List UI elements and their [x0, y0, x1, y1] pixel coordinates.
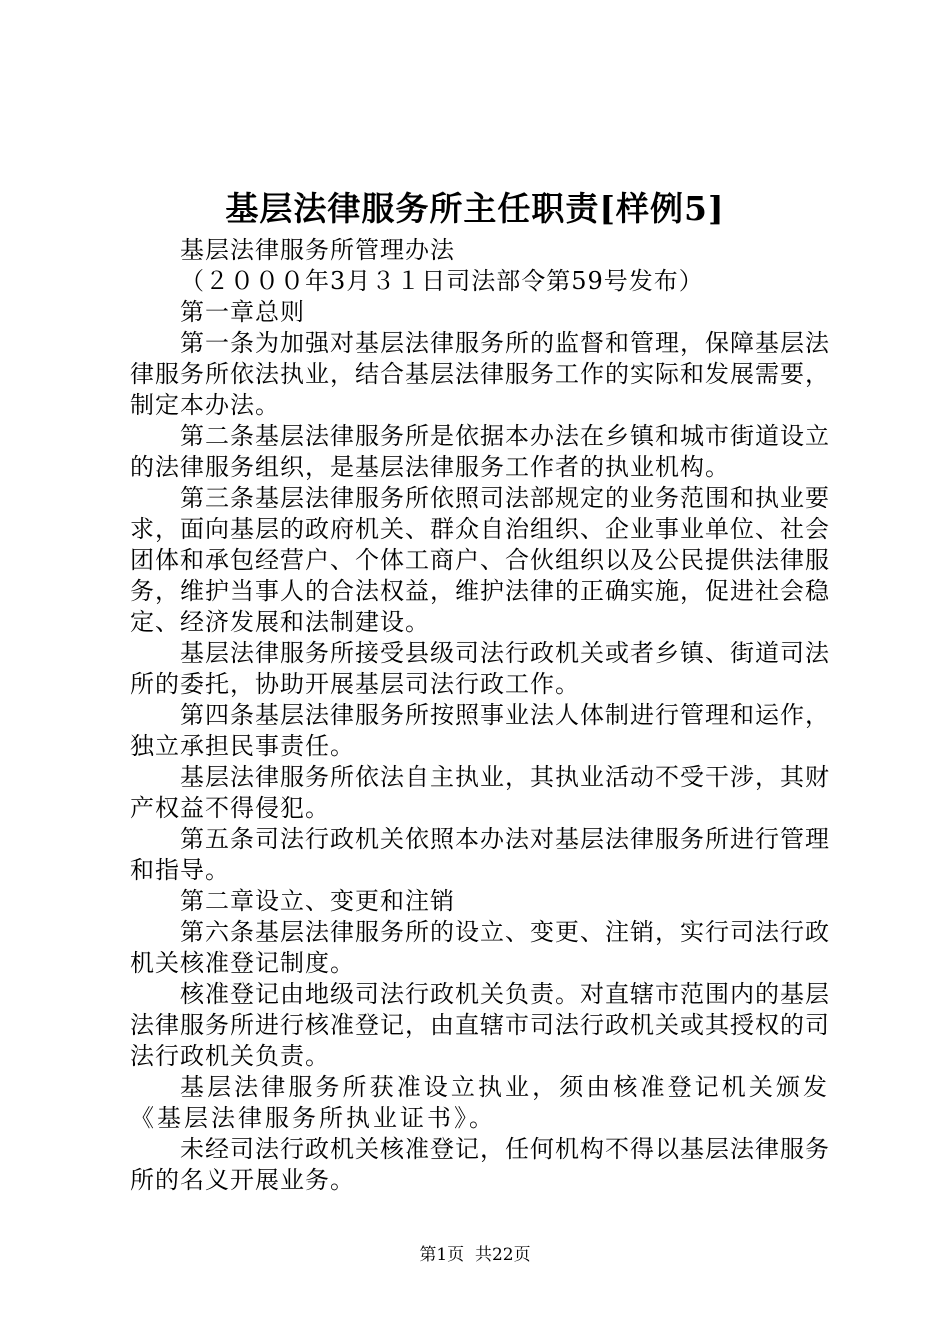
paragraph: 第一条为加强对基层法律服务所的监督和管理，保障基层法律服务所依法执业，结合基层法律服务工作的实际和发展需要，制定本办法。: [130, 329, 830, 419]
paragraph: 第一章总则: [180, 298, 305, 326]
document-title: 基层法律服务所主任职责[样例5]: [225, 189, 725, 228]
paragraph: 第四条基层法律服务所按照事业法人体制进行管理和运作，独立承担民事责任。: [130, 701, 830, 760]
paragraph: 基层法律服务所获准设立执业，须由核准登记机关颁发《基层法律服务所执业证书》。: [130, 1073, 830, 1132]
document-body: [130, 235, 830, 1196]
paragraph: 第二章设立、变更和注销: [180, 887, 455, 915]
paragraph: 基层法律服务所管理办法: [180, 236, 455, 264]
paragraph: 第五条司法行政机关依照本办法对基层法律服务所进行管理和指导。: [130, 825, 830, 884]
paragraph: （２０００年3月３１日司法部令第59号发布）: [180, 267, 704, 295]
paragraph: 核准登记由地级司法行政机关负责。对直辖市范围内的基层法律服务所进行核准登记，由直辖市司法行政机关或其授权的司法行政机关负责。: [130, 980, 830, 1070]
paragraph: 基层法律服务所接受县级司法行政机关或者乡镇、街道司法所的委托，协助开展基层司法行政工作。: [130, 639, 830, 698]
page-number: 第1页 共22页: [419, 1245, 531, 1265]
paragraph: 第三条基层法律服务所依照司法部规定的业务范围和执业要求，面向基层的政府机关、群众自治组织、企业事业单位、社会团体和承包经营户、个体工商户、合伙组织以及公民提供法律服务，维护当事人的合法权益，维护法律的正确实施，促进社会稳定、经济发展和法制建设。: [130, 484, 830, 636]
paragraph: 基层法律服务所依法自主执业，其执业活动不受干涉，其财产权益不得侵犯。: [130, 763, 830, 822]
paragraph: 未经司法行政机关核准登记，任何机构不得以基层法律服务所的名义开展业务。: [130, 1135, 830, 1194]
paragraph: 第六条基层法律服务所的设立、变更、注销，实行司法行政机关核准登记制度。: [130, 918, 830, 977]
paragraph: 第二条基层法律服务所是依据本办法在乡镇和城市街道设立的法律服务组织，是基层法律服务工作者的执业机构。: [130, 422, 830, 481]
